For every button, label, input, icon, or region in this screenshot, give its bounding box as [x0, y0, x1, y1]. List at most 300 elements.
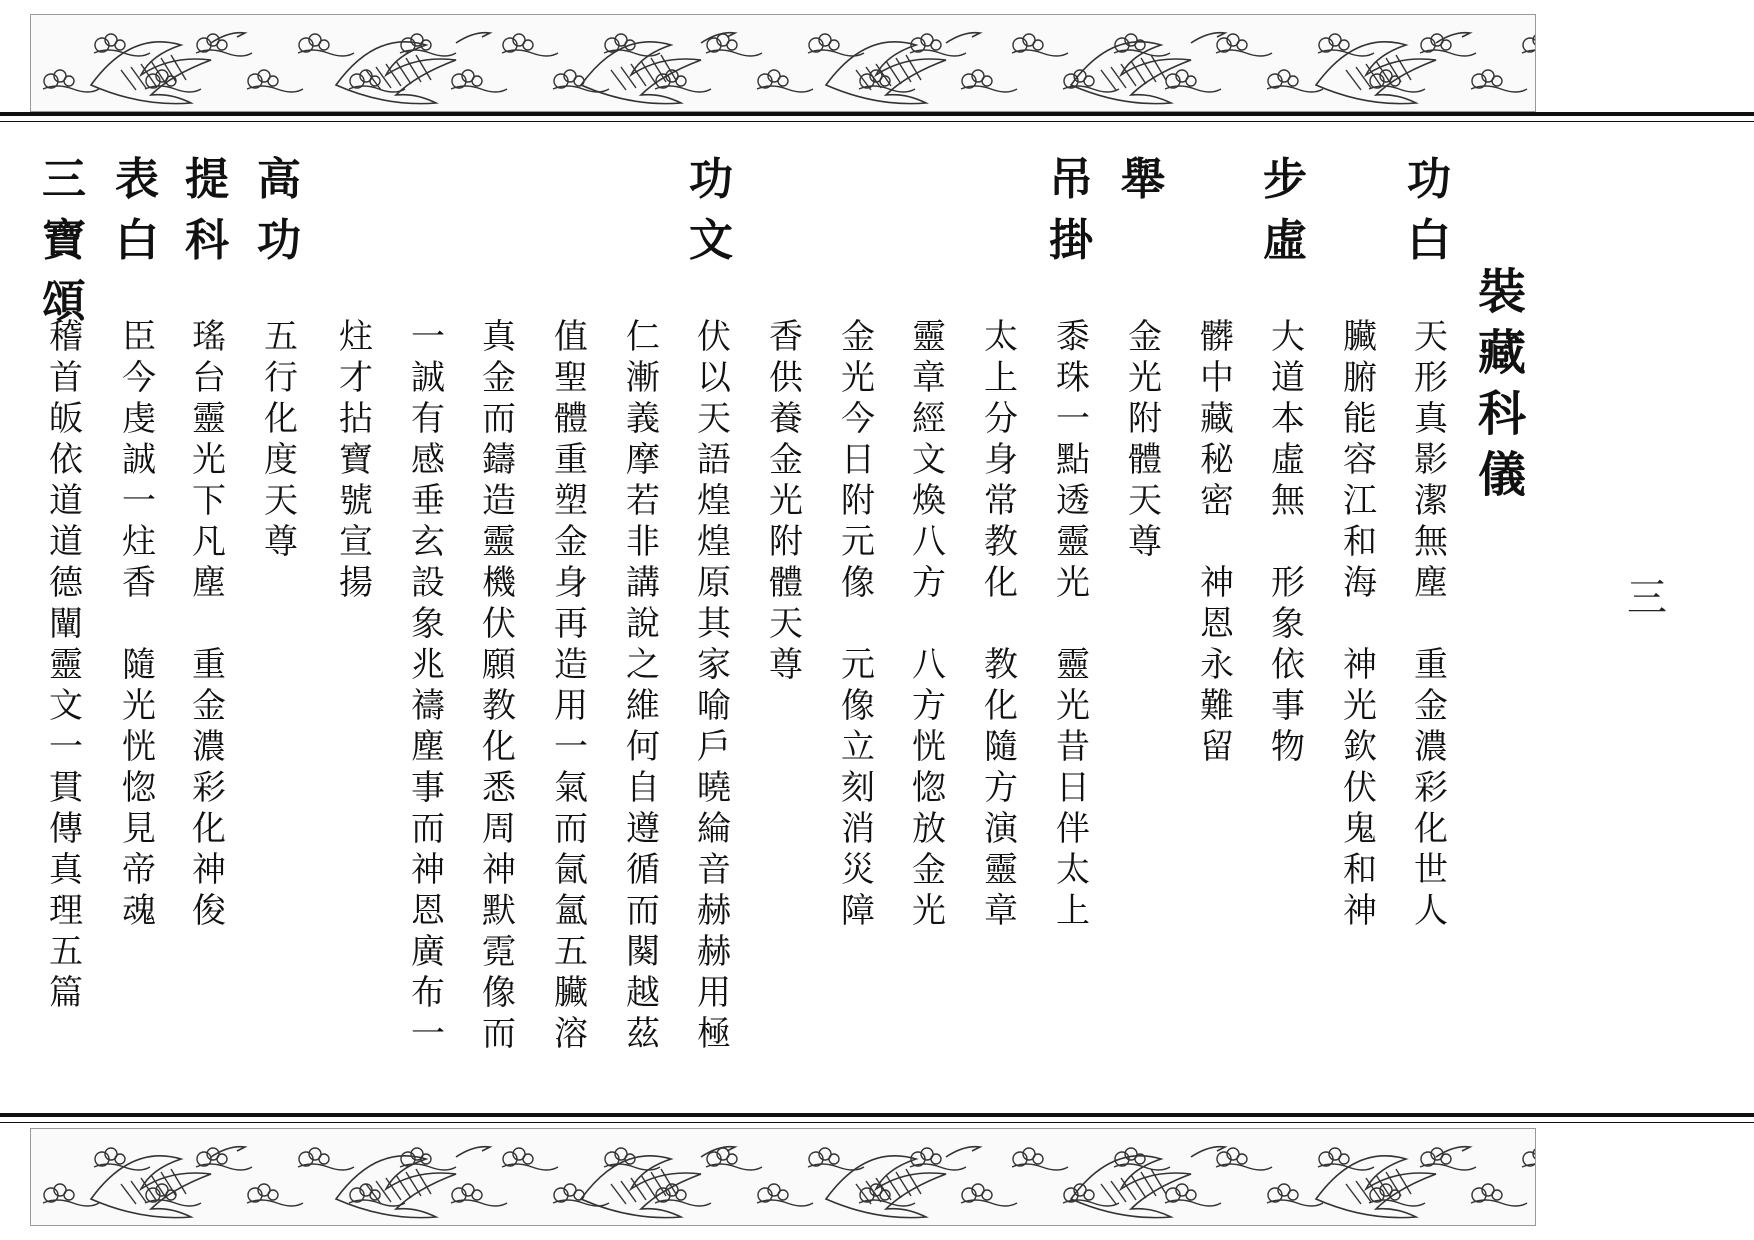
glyph: 設 [411, 563, 445, 603]
glyph: 元 [841, 522, 875, 562]
glyph: 闡 [49, 604, 83, 644]
glyph: 消 [841, 809, 875, 849]
glyph: 帝 [122, 850, 156, 890]
glyph: 霓 [482, 932, 516, 972]
text-column-6 [1052, 317, 1094, 935]
glyph: 才 [339, 358, 373, 398]
glyph: 光 [1128, 358, 1162, 398]
glyph: 文 [689, 215, 733, 266]
glyph: 兆 [411, 645, 445, 685]
glyph: 伴 [1056, 809, 1090, 849]
glyph: 和 [1343, 522, 1377, 562]
glyph: 光 [192, 440, 226, 480]
glyph: 彩 [1414, 768, 1448, 808]
glyph: 透 [1056, 481, 1090, 521]
glyph: 神 [482, 850, 516, 890]
glyph: 容 [1343, 440, 1377, 480]
glyph: 臟 [554, 973, 588, 1013]
glyph: 珠 [1056, 358, 1090, 398]
glyph: 教 [482, 686, 516, 726]
glyph: 周 [482, 809, 516, 849]
glyph: 而 [554, 809, 588, 849]
glyph: 維 [626, 686, 660, 726]
glyph: 方 [912, 563, 946, 603]
glyph: 日 [841, 440, 875, 480]
glyph: 氣 [554, 768, 588, 808]
glyph: 天 [1414, 317, 1448, 357]
glyph: 值 [554, 317, 588, 357]
glyph: 障 [841, 891, 875, 931]
glyph: 無 [1414, 522, 1448, 562]
glyph: 度 [264, 440, 298, 480]
glyph: 真 [482, 317, 516, 357]
page-title [1474, 264, 1530, 512]
glyph: 元 [841, 645, 875, 685]
glyph: 影 [1414, 440, 1448, 480]
glyph: 若 [626, 481, 660, 521]
glyph: 家 [697, 645, 731, 685]
heading-sanbaosong [38, 154, 90, 341]
glyph: 道 [49, 522, 83, 562]
glyph: 一 [411, 1014, 445, 1054]
glyph: 金 [192, 686, 226, 726]
glyph: 臣 [122, 317, 156, 357]
glyph: 講 [626, 563, 660, 603]
glyph: 篇 [49, 973, 83, 1013]
glyph: 而 [411, 809, 445, 849]
glyph: 仁 [626, 317, 660, 357]
glyph: 一 [411, 317, 445, 357]
glyph: 一 [1056, 399, 1090, 439]
glyph: 道 [1271, 358, 1305, 398]
glyph: 靈 [49, 645, 83, 685]
glyph: 揚 [339, 563, 373, 603]
folio-number [1622, 575, 1672, 622]
glyph: 金 [1414, 686, 1448, 726]
glyph: 布 [411, 973, 445, 1013]
glyph: 恍 [912, 727, 946, 767]
glyph: 見 [122, 809, 156, 849]
glyph: 而 [626, 891, 660, 931]
glyph: 以 [697, 358, 731, 398]
glyph: 演 [984, 809, 1018, 849]
glyph: 宣 [339, 522, 373, 562]
text-column-4 [1196, 317, 1238, 771]
glyph: 摩 [626, 440, 660, 480]
glyph: 伏 [697, 317, 731, 357]
glyph: 像 [841, 563, 875, 603]
text-column-11 [693, 317, 735, 1058]
glyph: 伏 [482, 604, 516, 644]
glyph: 赫 [697, 932, 731, 972]
glyph: 方 [984, 768, 1018, 808]
glyph: 科 [185, 215, 229, 266]
glyph: 光 [1056, 563, 1090, 603]
text-column-15 [407, 317, 449, 1058]
glyph: 藏 [1200, 399, 1234, 439]
glyph: 化 [984, 563, 1018, 603]
glyph: 頌 [42, 276, 86, 327]
glyph: 分 [984, 399, 1018, 439]
glyph: 伏 [1343, 768, 1377, 808]
glyph: 茲 [626, 1014, 660, 1054]
glyph: 刻 [841, 768, 875, 808]
glyph: 塵 [1414, 563, 1448, 603]
glyph: 靈 [192, 399, 226, 439]
glyph: 髒 [1200, 317, 1234, 357]
text-column-1 [1410, 317, 1452, 935]
glyph: 體 [1128, 440, 1162, 480]
glyph: 教 [984, 645, 1018, 685]
glyph: 永 [1200, 645, 1234, 685]
glyph: 隨 [122, 645, 156, 685]
glyph: 靈 [1056, 522, 1090, 562]
glyph: 原 [697, 563, 731, 603]
glyph: 黍 [1056, 317, 1090, 357]
glyph: 煌 [697, 522, 731, 562]
glyph: 尊 [769, 645, 803, 685]
glyph: 光 [1343, 686, 1377, 726]
glyph: 體 [769, 563, 803, 603]
glyph: 靈 [912, 317, 946, 357]
glyph: 德 [49, 563, 83, 603]
glyph: 光 [1056, 686, 1090, 726]
glyph: 化 [482, 727, 516, 767]
glyph: 誠 [411, 358, 445, 398]
glyph: 靈 [1056, 645, 1090, 685]
glyph: 而 [482, 399, 516, 439]
glyph: 章 [912, 358, 946, 398]
glyph: 高 [257, 154, 301, 205]
glyph: 傳 [49, 809, 83, 849]
glyph: 惚 [912, 768, 946, 808]
glyph: 提 [185, 154, 229, 205]
glyph: 戶 [697, 727, 731, 767]
glyph: 化 [1414, 809, 1448, 849]
glyph: 闋 [626, 932, 660, 972]
glyph: 腑 [1343, 358, 1377, 398]
heading-ju [1117, 154, 1169, 219]
text-column-12 [622, 317, 664, 1058]
glyph: 章 [984, 891, 1018, 931]
text-column-7 [980, 317, 1022, 935]
glyph: 何 [626, 727, 660, 767]
glyph: 一 [49, 727, 83, 767]
glyph: 金 [912, 850, 946, 890]
glyph: 人 [1414, 891, 1448, 931]
glyph: 理 [49, 891, 83, 931]
glyph: 虛 [1271, 440, 1305, 480]
glyph: 功 [1407, 154, 1451, 205]
glyph: 寶 [339, 440, 373, 480]
text-column-14 [478, 317, 520, 1058]
glyph: 重 [554, 440, 588, 480]
glyph: 再 [554, 604, 588, 644]
text-column-20 [45, 317, 87, 1017]
glyph: 欽 [1343, 727, 1377, 767]
glyph: 文 [49, 686, 83, 726]
glyph: 光 [769, 481, 803, 521]
glyph: 化 [192, 809, 226, 849]
glyph: 靈 [984, 850, 1018, 890]
glyph: 重 [1414, 645, 1448, 685]
glyph: 義 [626, 399, 660, 439]
glyph: 鑄 [482, 440, 516, 480]
glyph: 貫 [49, 768, 83, 808]
glyph: 綸 [697, 809, 731, 849]
glyph: 神 [1343, 891, 1377, 931]
heading-buxu [1259, 154, 1311, 280]
glyph: 香 [769, 317, 803, 357]
glyph: 今 [122, 358, 156, 398]
glyph: 氳 [554, 891, 588, 931]
glyph: 放 [912, 809, 946, 849]
glyph: 塑 [554, 481, 588, 521]
glyph: 五 [554, 932, 588, 972]
glyph: 依 [49, 440, 83, 480]
glyph: 重 [192, 645, 226, 685]
glyph: 塵 [192, 563, 226, 603]
glyph: 養 [769, 399, 803, 439]
glyph: 一 [554, 727, 588, 767]
glyph: 靈 [482, 522, 516, 562]
glyph: 造 [554, 645, 588, 685]
glyph: 神 [192, 850, 226, 890]
glyph: 垂 [411, 481, 445, 521]
text-column-8 [908, 317, 950, 935]
glyph: 教 [984, 522, 1018, 562]
glyph: 號 [339, 481, 373, 521]
glyph: 金 [1128, 317, 1162, 357]
heading-gaogong [253, 154, 305, 280]
glyph: 行 [264, 358, 298, 398]
glyph: 天 [769, 604, 803, 644]
glyph: 儀 [1477, 447, 1526, 503]
glyph: 溶 [554, 1014, 588, 1054]
glyph: 體 [554, 399, 588, 439]
glyph: 虔 [122, 399, 156, 439]
glyph: 恩 [411, 891, 445, 931]
glyph: 濃 [192, 727, 226, 767]
glyph: 吊 [1049, 154, 1093, 205]
text-column-18 [188, 317, 230, 935]
glyph: 白 [115, 215, 159, 266]
glyph: 常 [984, 481, 1018, 521]
glyph: 身 [554, 563, 588, 603]
glyph: 日 [1056, 768, 1090, 808]
glyph: 一 [122, 481, 156, 521]
glyph: 依 [1271, 645, 1305, 685]
glyph: 音 [697, 850, 731, 890]
glyph: 太 [1056, 850, 1090, 890]
glyph: 附 [841, 481, 875, 521]
glyph: 之 [626, 645, 660, 685]
glyph: 隨 [984, 727, 1018, 767]
glyph: 首 [49, 358, 83, 398]
glyph: 而 [482, 1014, 516, 1054]
glyph: 遵 [626, 809, 660, 849]
glyph: 下 [192, 481, 226, 521]
glyph: 拈 [339, 399, 373, 439]
glyph: 尊 [1128, 522, 1162, 562]
glyph: 光 [122, 686, 156, 726]
glyph: 能 [1343, 399, 1377, 439]
glyph: 象 [1271, 604, 1305, 644]
glyph: 世 [1414, 850, 1448, 890]
glyph: 昔 [1056, 727, 1090, 767]
glyph: 光 [841, 358, 875, 398]
glyph: 白 [1407, 215, 1451, 266]
glyph: 漸 [626, 358, 660, 398]
glyph: 語 [697, 440, 731, 480]
glyph: 事 [1271, 686, 1305, 726]
glyph: 功 [689, 154, 733, 205]
glyph: 禱 [411, 686, 445, 726]
glyph: 煌 [697, 481, 731, 521]
heading-gongbai [1403, 154, 1455, 280]
glyph: 誠 [122, 440, 156, 480]
glyph: 像 [841, 686, 875, 726]
glyph: 災 [841, 850, 875, 890]
glyph: 悉 [482, 768, 516, 808]
glyph: 三 [42, 154, 86, 205]
glyph: 濃 [1414, 727, 1448, 767]
glyph: 形 [1414, 358, 1448, 398]
glyph: 感 [411, 440, 445, 480]
glyph: 物 [1271, 727, 1305, 767]
glyph: 尊 [264, 522, 298, 562]
glyph: 八 [912, 645, 946, 685]
glyph: 表 [115, 154, 159, 205]
glyph: 凡 [192, 522, 226, 562]
glyph: 越 [626, 973, 660, 1013]
glyph: 玄 [411, 522, 445, 562]
glyph: 化 [984, 686, 1018, 726]
text-column-16 [335, 317, 377, 607]
glyph: 科 [1477, 386, 1526, 442]
glyph: 今 [841, 399, 875, 439]
glyph: 密 [1200, 481, 1234, 521]
glyph: 江 [1343, 481, 1377, 521]
glyph: 天 [264, 481, 298, 521]
glyph: 形 [1271, 563, 1305, 603]
glyph: 金 [841, 317, 875, 357]
glyph: 曉 [697, 768, 731, 808]
glyph: 方 [912, 686, 946, 726]
glyph: 金 [554, 522, 588, 562]
text-column-3 [1267, 317, 1309, 771]
glyph: 金 [482, 358, 516, 398]
glyph: 海 [1343, 563, 1377, 603]
glyph: 煥 [912, 481, 946, 521]
text-column-13 [550, 317, 592, 1058]
glyph: 和 [1343, 850, 1377, 890]
glyph: 喻 [697, 686, 731, 726]
glyph: 神 [1343, 645, 1377, 685]
glyph: 事 [411, 768, 445, 808]
glyph: 三 [1627, 575, 1667, 621]
glyph: 惚 [122, 768, 156, 808]
text-column-19 [118, 317, 160, 935]
glyph: 魂 [122, 891, 156, 931]
glyph: 鬼 [1343, 809, 1377, 849]
glyph: 有 [411, 399, 445, 439]
glyph: 寶 [42, 215, 86, 266]
glyph: 中 [1200, 358, 1234, 398]
glyph: 極 [697, 1014, 731, 1054]
glyph: 金 [769, 440, 803, 480]
glyph: 五 [49, 932, 83, 972]
glyph: 像 [482, 973, 516, 1013]
glyph: 點 [1056, 440, 1090, 480]
glyph: 五 [264, 317, 298, 357]
glyph: 炷 [339, 317, 373, 357]
glyph: 造 [482, 481, 516, 521]
glyph: 化 [264, 399, 298, 439]
glyph: 炷 [122, 522, 156, 562]
glyph: 台 [192, 358, 226, 398]
glyph: 臟 [1343, 317, 1377, 357]
text-column-17 [260, 317, 302, 566]
glyph: 瑤 [192, 317, 226, 357]
glyph: 八 [912, 522, 946, 562]
glyph: 用 [697, 973, 731, 1013]
glyph: 大 [1271, 317, 1305, 357]
glyph: 恍 [122, 727, 156, 767]
glyph: 天 [697, 399, 731, 439]
glyph: 光 [912, 891, 946, 931]
glyph: 塵 [411, 727, 445, 767]
glyph: 無 [1271, 481, 1305, 521]
glyph: 道 [49, 481, 83, 521]
glyph: 稽 [49, 317, 83, 357]
glyph: 附 [1128, 399, 1162, 439]
text-column-9 [837, 317, 879, 935]
glyph: 經 [912, 399, 946, 439]
glyph: 裝 [1477, 264, 1526, 320]
glyph: 舉 [1121, 154, 1165, 205]
glyph: 氤 [554, 850, 588, 890]
glyph: 俊 [192, 891, 226, 931]
glyph: 自 [626, 768, 660, 808]
glyph: 太 [984, 317, 1018, 357]
text-column-2 [1339, 317, 1381, 935]
glyph: 文 [912, 440, 946, 480]
glyph: 潔 [1414, 481, 1448, 521]
heading-diaogua [1045, 154, 1097, 280]
glyph: 廣 [411, 932, 445, 972]
text-column-10 [765, 317, 807, 689]
glyph: 功 [257, 215, 301, 266]
glyph: 默 [482, 891, 516, 931]
glyph: 秘 [1200, 440, 1234, 480]
glyph: 彩 [192, 768, 226, 808]
glyph: 用 [554, 686, 588, 726]
glyph: 立 [841, 727, 875, 767]
glyph: 本 [1271, 399, 1305, 439]
glyph: 留 [1200, 727, 1234, 767]
glyph: 藏 [1477, 325, 1526, 381]
glyph: 其 [697, 604, 731, 644]
glyph: 真 [49, 850, 83, 890]
glyph: 循 [626, 850, 660, 890]
glyph: 虛 [1263, 215, 1307, 266]
heading-tike [181, 154, 233, 280]
text-column-5 [1124, 317, 1166, 566]
glyph: 身 [984, 440, 1018, 480]
glyph: 赫 [697, 891, 731, 931]
heading-biaobai [111, 154, 163, 280]
